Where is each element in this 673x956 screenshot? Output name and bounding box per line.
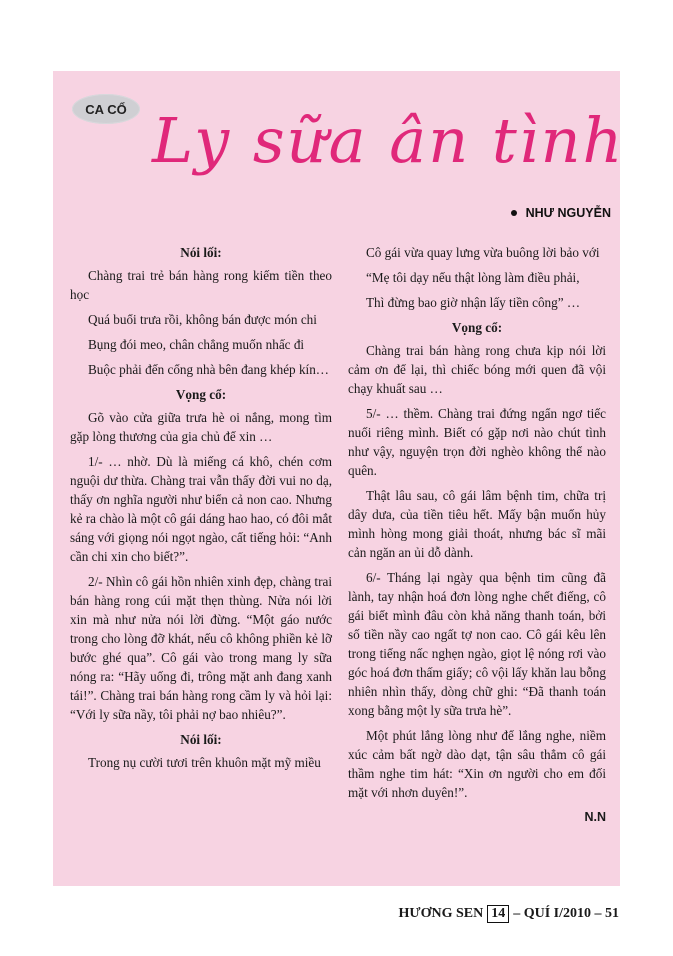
verse-line: Bụng đói meo, chân chẳng muốn nhấc đi [88, 337, 305, 352]
section-heading: Nói lối: [180, 245, 222, 260]
verse-paragraph: Chàng trai bán hàng rong chưa kịp nói lời cảm ơn để lại, thì chiếc bóng mới quen đã vội chạy khuất sau … [348, 343, 606, 396]
section-label: CA CỔ [85, 101, 127, 117]
verse-line: Chàng trai trẻ bán hàng rong kiếm tiền theo học [70, 268, 332, 302]
verse-paragraph: 6/- Tháng lại ngày qua bệnh tim cũng đã lành, tay nhận hoá đơn lòng nghe chết điếng, cô gái biết mình đâu còn khả năng thanh toán, bởi số tiền nầy cao ngất tợ non cao. Cô gái kêu lên trong tiếng nấc nghẹn ngào, giọt lệ nóng rơi vào góc hoá đơn thấm giấy; cô vội lấy khăn lau bỗng nhiên nhìn thấy, dòng chữ ghi: “Đã thanh toán xong bằng một ly sữa trưa hè”. [348, 570, 606, 718]
bullet-icon [511, 210, 517, 216]
section-badge [72, 94, 140, 124]
signature: N.N [584, 810, 606, 824]
right-column [348, 243, 606, 827]
title-artwork [152, 92, 625, 200]
author-name: NHƯ NGUYỄN [525, 206, 611, 220]
article-title: Ly sữa ân tình [152, 104, 625, 177]
verse-paragraph: 1/- … nhờ. Dù là miếng cá khô, chén cơm nguội dư thừa. Chàng trai vẫn thấy đời vui no dạ, thấy ơn nghĩa người như biển cả non cao. Nhưng kẻ ra chào là một cô gái dáng hao hao, có đôi mắt sáng với giọng nói ngọt ngào, cất tiếng hỏi: “Anh cần chi xin cho biết?”. [70, 454, 332, 564]
verse-paragraph: Một phút lắng lòng như để lắng nghe, niềm xúc cảm bất ngờ dào dạt, tận sâu thẳm cô gái thầm nghe tim hát: “Xin ơn người cho em đối mặt với nhơn duyên!”. [348, 728, 606, 800]
section-heading: Nói lối: [180, 732, 222, 747]
verse-line: Quá buổi trưa rồi, không bán được món chi [88, 312, 317, 327]
verse-line: Thì đừng bao giờ nhận lấy tiền công” … [366, 295, 581, 310]
section-heading: Vọng cổ: [175, 387, 227, 402]
verse-line: Trong nụ cười tươi trên khuôn mặt mỹ miều [88, 755, 321, 770]
issue-info: – QUÍ I/2010 – 51 [513, 906, 619, 921]
author-line [511, 206, 611, 220]
left-column [70, 243, 332, 778]
verse-paragraph: Gõ vào cửa giữa trưa hè oi nắng, mong tìm gặp lòng thương của gia chủ để xin … [70, 410, 332, 444]
verse-line: Cô gái vừa quay lưng vừa buông lời bảo với [366, 245, 600, 260]
verse-paragraph: Thật lâu sau, cô gái lâm bệnh tim, chữa trị dây dưa, của tiền tiêu hết. Mấy bận muốn hủy mình hòng mong giải thoát, nhưng bác sĩ mãi cản ngăn an ủi dỗ dành. [348, 488, 606, 560]
verse-line: Buộc phải đến cổng nhà bên đang khép kín… [88, 362, 329, 377]
magazine-name: HƯƠNG SEN [398, 906, 484, 921]
verse-line: “Mẹ tôi dạy nếu thật lòng làm điều phải, [366, 270, 580, 285]
page-footer [399, 905, 619, 923]
section-heading: Vọng cổ: [451, 320, 503, 335]
issue-number: 14 [487, 905, 509, 923]
verse-paragraph: 2/- Nhìn cô gái hồn nhiên xinh đẹp, chàng trai bán hàng rong cúi mặt thẹn thùng. Nửa nói lời xin mà như nửa nói lời đừng. “Một gáo nước trong cho lòng đỡ khát, nếu cô không phiền kẻ lỡ bước ghé qua”. Cô gái vào trong mang ly sữa nóng ra: “Hãy uống đi, trông mặt anh đang xanh tái!”. Chàng trai bán hàng rong cầm ly và hỏi lại: “Với ly sữa nầy, tôi phải nợ bao nhiêu?”. [70, 574, 332, 722]
verse-paragraph: 5/- … thềm. Chàng trai đứng ngẩn ngơ tiếc nuối riêng mình. Biết có gặp nơi nào chút tình như vậy, nguyện trọn đời nghèo không thể nào quên. [348, 406, 606, 478]
